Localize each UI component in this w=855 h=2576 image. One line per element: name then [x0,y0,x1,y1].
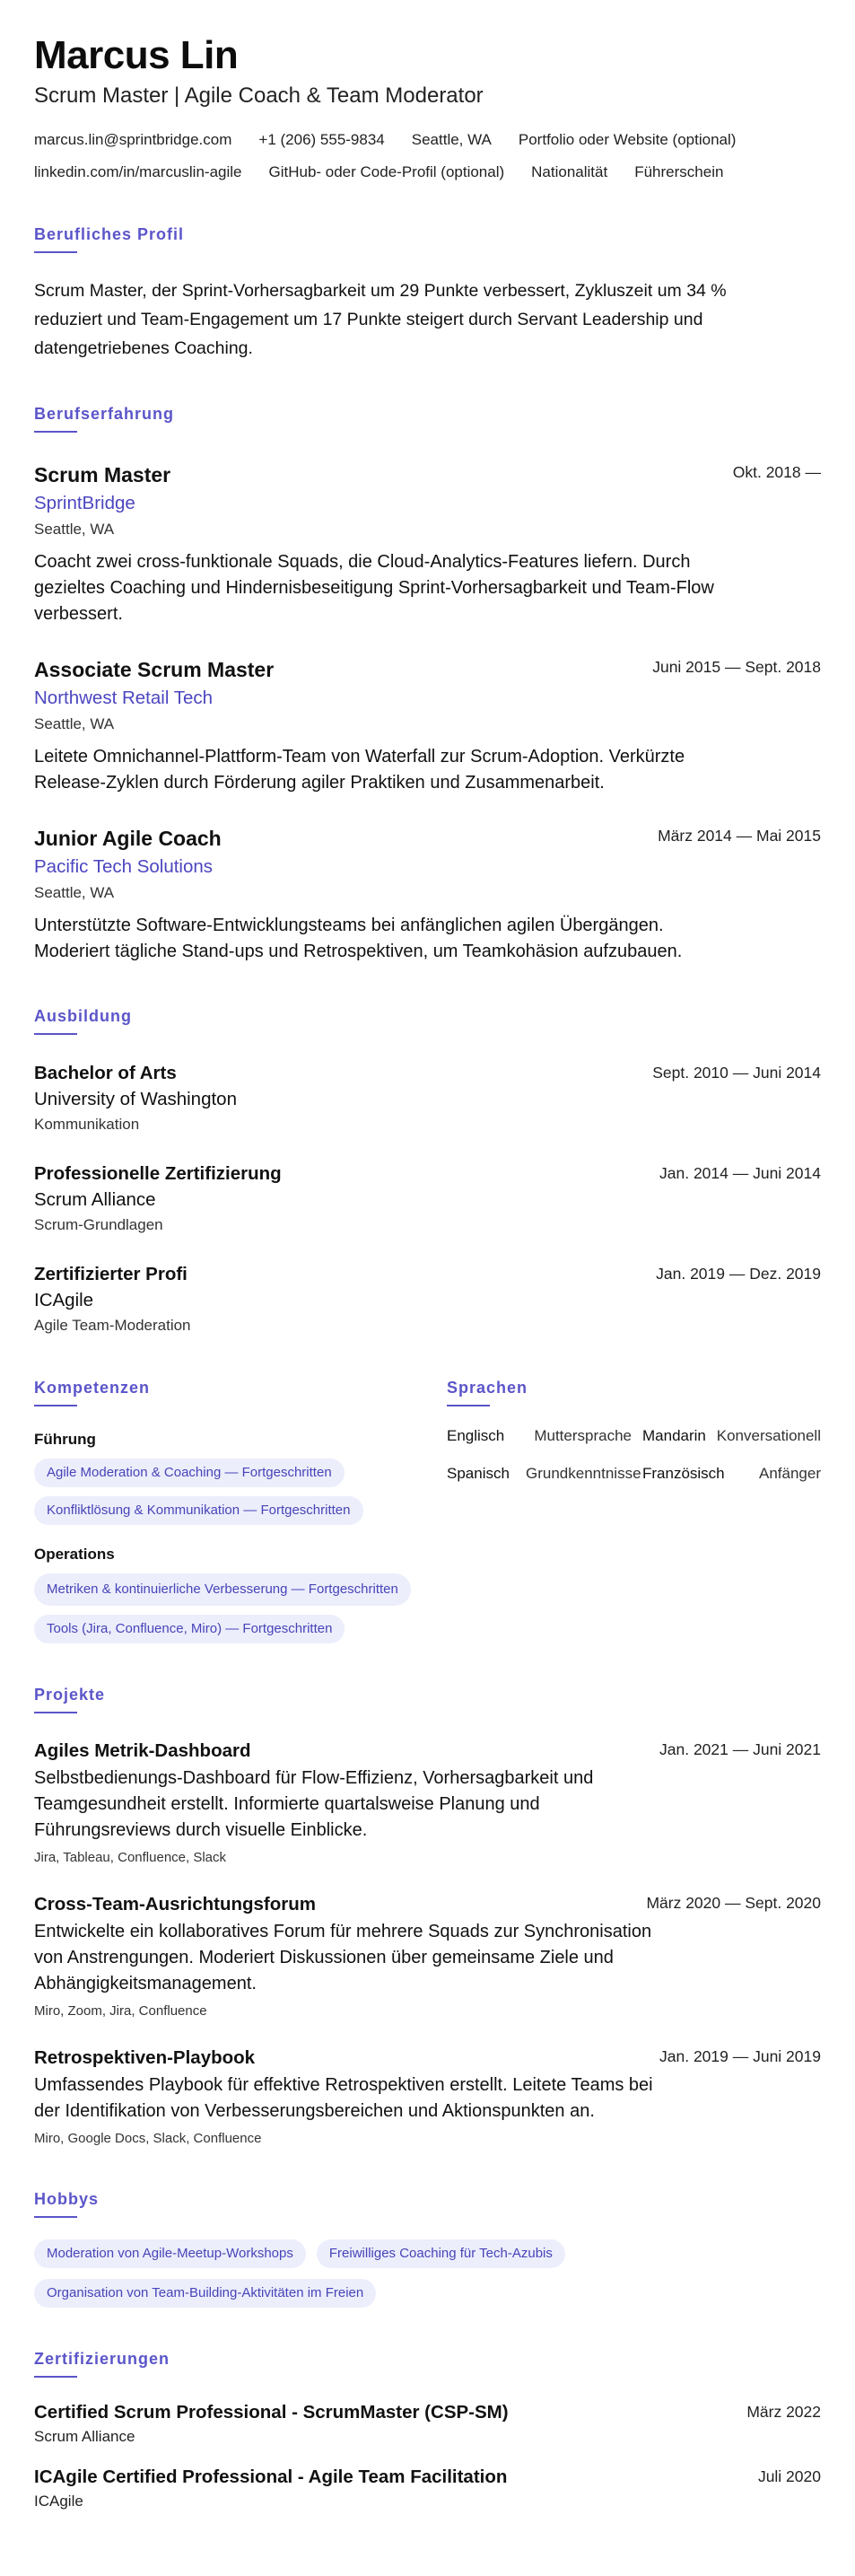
job-description: Unterstützte Software-Entwicklungsteams bei anfänglichen agilen Übergängen. Moderiert tägliche Stand-ups und Retrospektiven, um Teamkohäsion aufzubauen. [34,916,683,961]
project-date: Jan. 2021 — Juni 2021 [659,1740,821,1758]
section-title-skills: Kompetenzen [34,1379,151,1397]
skill-tag: Agile Moderation & Coaching — Fortgeschritten [34,1459,345,1487]
hobby-tag-list [34,2239,662,2308]
education-degree: Bachelor of Arts [34,1063,177,1083]
project-date: März 2020 — Sept. 2020 [646,1894,821,1912]
section-divider [34,1712,77,1713]
languages-section [447,1378,821,1643]
education-degree: Professionelle Zertifizierung [34,1163,282,1184]
contact-github[interactable]: GitHub- oder Code-Profil (optional) [268,163,505,180]
language-name: Französisch [642,1465,725,1482]
skill-group-title: Führung [34,1431,96,1448]
project-description: Selbstbedienungs-Dashboard für Flow-Effizienz, Vorhersagbarkeit und Teamgesundheit erstellt. Informierte quartalsweise Planung und Führungsreviews durch visuelle Einblicke. [34,1768,594,1840]
education-section [34,1006,821,1336]
language-level: Muttersprache [534,1427,632,1444]
language-name: Englisch [447,1427,505,1444]
certification-entry [34,2401,821,2448]
language-level: Anfänger [759,1465,821,1482]
skill-tag-list [34,1573,447,1643]
education-date: Sept. 2010 — Juni 2014 [652,1064,821,1082]
job-date: Okt. 2018 — [732,463,821,481]
hobbies-section [34,2189,821,2308]
job-company: SprintBridge [34,493,135,513]
education-degree: Zertifizierter Profi [34,1264,188,1284]
project-date: Jan. 2019 — Juni 2019 [659,2047,821,2065]
project-tools: Jira, Tableau, Confluence, Slack [34,1850,227,1865]
certification-date: März 2022 [746,2403,821,2421]
candidate-headline: Scrum Master | Agile Coach & Team Moderator [34,83,484,108]
job-title: Scrum Master [34,463,171,486]
education-school: University of Washington [34,1089,237,1109]
section-title-certifications: Zertifizierungen [34,2350,170,2368]
contact-email[interactable]: marcus.lin@sprintbridge.com [34,131,232,148]
section-title-languages: Sprachen [447,1379,528,1397]
section-title-projects: Projekte [34,1686,106,1704]
contact-list [34,129,806,183]
project-tools: Miro, Google Docs, Slack, Confluence [34,2131,262,2146]
job-description: Leitete Omnichannel-Plattform-Team von Waterfall zur Scrum-Adoption. Verkürzte Release-Zyklen durch Förderung agiler Praktiken und Zusammenarbeit. [34,747,685,793]
project-entry [34,1739,821,1867]
section-divider [34,431,77,433]
job-entry [34,656,821,796]
language-list [447,1426,821,1484]
project-description: Umfassendes Playbook für effektive Retrospektiven erstellt. Leitete Teams bei der Identifikation von Verbesserungsbereichen und Aktionspunkten an. [34,2075,653,2121]
section-divider [34,1405,77,1406]
skills-section [34,1378,447,1643]
profile-section [34,224,821,363]
certifications-section [34,2349,821,2512]
certification-entry [34,2466,821,2512]
project-name: Cross-Team-Ausrichtungsforum [34,1894,316,1914]
job-date: Juni 2015 — Sept. 2018 [652,658,821,676]
section-divider [34,1033,77,1035]
job-date: März 2014 — Mai 2015 [658,827,821,845]
skill-tag: Konfliktlösung & Kommunikation — Fortgeschritten [34,1496,363,1525]
project-name: Retrospektiven-Playbook [34,2047,256,2068]
contact-phone[interactable]: +1 (206) 555-9834 [258,131,385,148]
section-title-experience: Berufserfahrung [34,405,175,423]
job-title: Associate Scrum Master [34,658,275,681]
contact-portfolio[interactable]: Portfolio oder Website (optional) [518,131,737,148]
job-location: Seattle, WA [34,715,115,732]
section-title-profile: Berufliches Profil [34,225,185,243]
project-tools: Miro, Zoom, Jira, Confluence [34,2003,207,2019]
experience-section [34,404,821,965]
language-name: Spanisch [447,1465,510,1482]
job-title: Junior Agile Coach [34,827,222,850]
section-title-hobbies: Hobbys [34,2190,100,2208]
certification-name: ICAgile Certified Professional - Agile Team Facilitation [34,2466,508,2487]
job-entry [34,461,821,627]
section-divider [447,1405,490,1406]
job-location: Seattle, WA [34,884,115,901]
job-company: Pacific Tech Solutions [34,856,214,877]
section-title-education: Ausbildung [34,1007,132,1025]
contact-location: Seattle, WA [411,131,492,148]
job-entry [34,825,821,965]
candidate-name: Marcus Lin [34,33,239,77]
hobby-tag: Freiwilliges Coaching für Tech-Azubis [317,2239,565,2268]
project-description: Entwickelte ein kollaboratives Forum für mehrere Squads zur Synchronisation von Anstrengungen. Moderiert Diskussionen über gemeinsame Ziele und Abhängigkeitsmanagement. [34,1922,652,1993]
contact-license: Führerschein [634,163,724,180]
project-entry [34,1892,821,2020]
education-field: Kommunikation [34,1116,140,1133]
hobby-tag: Moderation von Agile-Meetup-Workshops [34,2239,306,2268]
education-date: Jan. 2019 — Dez. 2019 [656,1265,821,1283]
job-company: Northwest Retail Tech [34,688,214,708]
hobby-tag: Organisation von Team-Building-Aktivitäten im Freien [34,2279,376,2308]
language-level: Konversationell [716,1427,821,1444]
certification-issuer: Scrum Alliance [34,2428,135,2445]
education-field: Scrum-Grundlagen [34,1216,163,1233]
education-school: Scrum Alliance [34,1189,156,1210]
contact-nationality: Nationalität [531,163,608,180]
education-field: Agile Team-Moderation [34,1317,191,1334]
certification-date: Juli 2020 [757,2467,821,2485]
skill-group-title: Operations [34,1546,115,1563]
skills-languages-row [34,1378,821,1643]
contact-linkedin[interactable]: linkedin.com/in/marcuslin-agile [34,163,242,180]
resume-header [34,32,821,183]
education-entry [34,1162,821,1236]
education-school: ICAgile [34,1290,94,1310]
section-divider [34,251,77,253]
education-entry [34,1263,821,1336]
skill-tag: Metriken & kontinuierliche Verbesserung — Fortgeschritten [34,1573,411,1606]
section-divider [34,2216,77,2218]
job-description: Coacht zwei cross-funktionale Squads, die Cloud-Analytics-Features liefern. Durch gezieltes Coaching und Hindernisbeseitigung Sprint-Vorhersagbarkeit und Team-Flow verbessert. [34,552,714,624]
projects-section [34,1685,821,2148]
profile-summary: Scrum Master, der Sprint-Vorhersagbarkeit um 29 Punkte verbessert, Zykluszeit um 34 % reduziert und Team-Engagement um 17 Punkte steigert durch Servant Leadership und datengetriebenes Coaching. [34,281,727,358]
language-level: Grundkenntnisse [526,1465,641,1482]
education-entry [34,1062,821,1135]
project-entry [34,2046,821,2148]
project-name: Agiles Metrik-Dashboard [34,1740,251,1761]
job-location: Seattle, WA [34,521,115,538]
skill-tag-list [34,1459,447,1525]
section-divider [34,2376,77,2378]
certification-issuer: ICAgile [34,2493,83,2510]
skill-tag: Tools (Jira, Confluence, Miro) — Fortgeschritten [34,1615,345,1643]
certification-name: Certified Scrum Professional - ScrumMaster (CSP-SM) [34,2402,509,2423]
language-name: Mandarin [642,1427,706,1444]
education-date: Jan. 2014 — Juni 2014 [659,1164,821,1182]
